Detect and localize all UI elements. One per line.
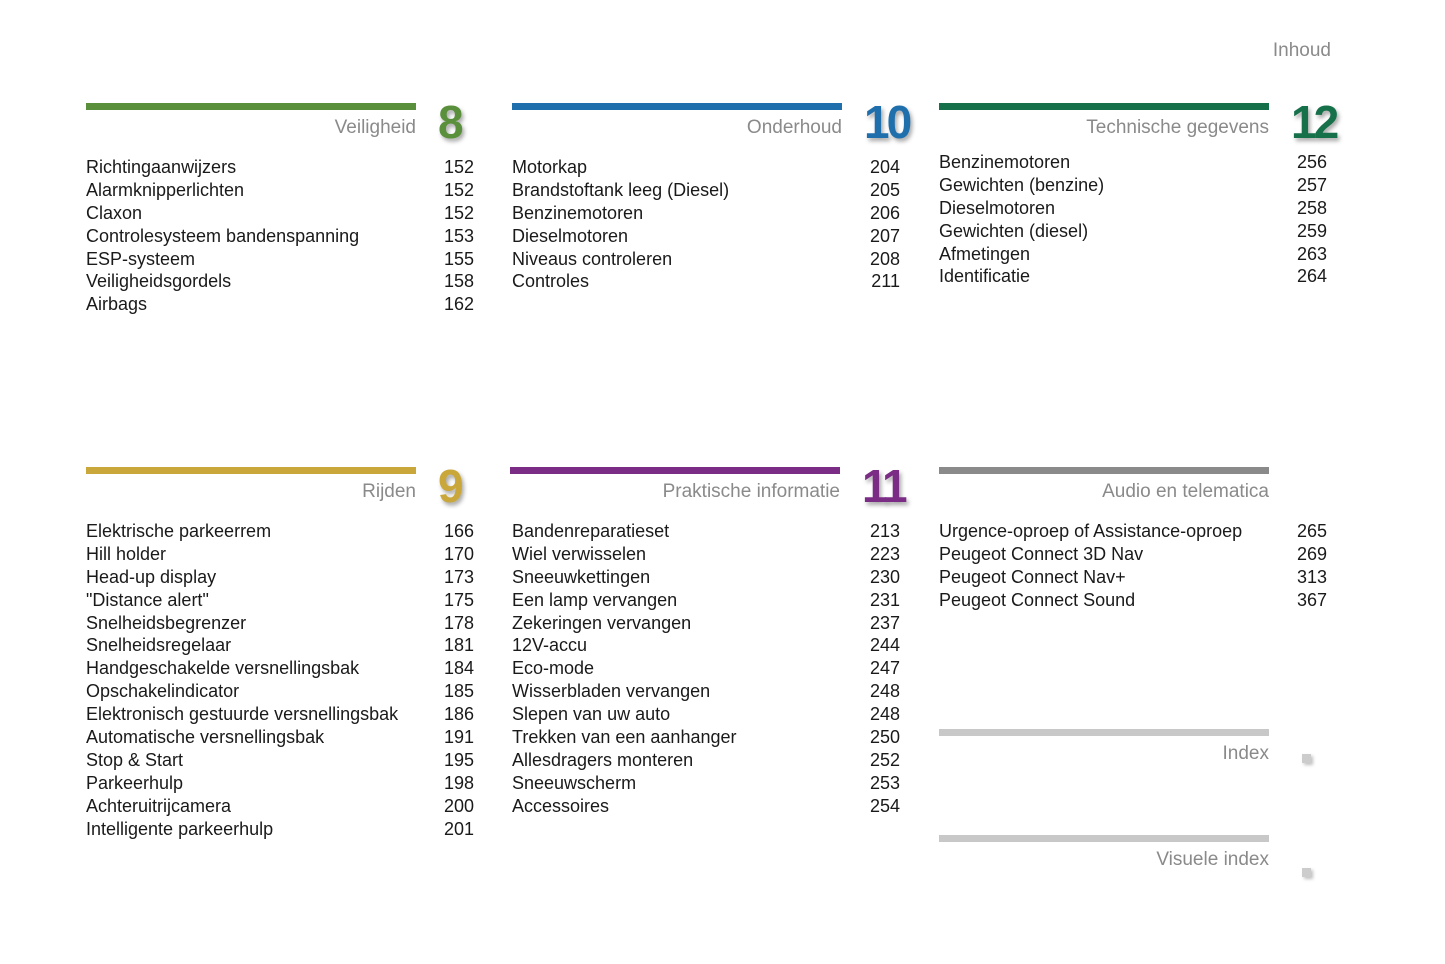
entry-label: Automatische versnellingsbak [86, 727, 325, 748]
toc-entry[interactable] [512, 248, 900, 271]
entry-label: Benzinemotoren [939, 152, 1071, 172]
entry-label: Hill holder [86, 543, 167, 564]
toc-entry[interactable] [86, 634, 474, 657]
toc-entry[interactable] [512, 202, 900, 225]
entry-page: 175 [443, 589, 474, 610]
toc-entry[interactable] [512, 726, 900, 749]
section-title[interactable]: Visuele index [1156, 849, 1269, 870]
entry-page: 181 [443, 635, 474, 656]
toc-entry[interactable] [512, 795, 900, 818]
entry-label: Trekken van een aanhanger [512, 727, 737, 748]
entry-label: Een lamp vervangen [512, 589, 678, 610]
entry-list [86, 520, 474, 840]
entry-label: "Distance alert" [86, 589, 209, 610]
toc-entry[interactable] [86, 543, 474, 566]
section-bar [86, 467, 416, 474]
entry-page: 206 [869, 202, 900, 223]
toc-entry[interactable] [512, 749, 900, 772]
entry-page: 250 [869, 727, 900, 748]
section-title[interactable]: Rijden [362, 481, 416, 502]
entry-page: 152 [443, 157, 474, 177]
entry-label: Bandenreparatieset [512, 521, 670, 541]
toc-entry[interactable] [86, 179, 474, 202]
section-title[interactable]: Veiligheid [334, 117, 416, 138]
toc-entry[interactable] [512, 156, 900, 179]
entry-label: Eco-mode [512, 658, 595, 679]
entry-page: 200 [443, 795, 474, 816]
entry-list [939, 151, 1327, 288]
toc-entry[interactable] [86, 156, 474, 179]
entry-label: Head-up display [86, 566, 217, 587]
entry-label: Urgence-oproep of Assistance-oproep [939, 521, 1243, 541]
entry-page: 265 [1296, 521, 1327, 541]
toc-entry[interactable] [512, 634, 900, 657]
entry-label: Airbags [86, 294, 148, 315]
toc-entry[interactable] [939, 265, 1327, 288]
entry-page: 258 [1296, 197, 1327, 218]
chapter-number-icon[interactable]: 11 [862, 460, 905, 512]
section-bar [939, 729, 1269, 736]
toc-entry[interactable] [939, 566, 1327, 589]
entry-page: 152 [443, 179, 474, 200]
entry-page: 158 [443, 271, 474, 292]
section-title[interactable]: Index [1222, 743, 1269, 764]
toc-entry[interactable] [512, 589, 900, 612]
entry-label: ESP-systeem [86, 248, 196, 269]
toc-entry[interactable] [939, 220, 1327, 243]
entry-page: 248 [869, 681, 900, 702]
entry-label: Sneeuwscherm [512, 772, 637, 793]
entry-page: 170 [443, 543, 474, 564]
entry-page: 244 [869, 635, 900, 656]
toc-entry[interactable] [86, 589, 474, 612]
entry-label: Motorkap [512, 157, 588, 177]
chapter-number-icon[interactable]: 9 [438, 460, 461, 512]
entry-page: 263 [1296, 243, 1327, 264]
section-title[interactable]: Audio en telematica [1102, 481, 1269, 502]
page-label: Inhoud [1272, 40, 1331, 61]
section-bar [510, 467, 840, 474]
section-bar [86, 103, 416, 110]
entry-label: Opschakelindicator [86, 681, 240, 702]
entry-page: 155 [443, 248, 474, 269]
entry-list [512, 520, 900, 818]
toc-entry[interactable] [939, 589, 1327, 612]
entry-page: 178 [443, 612, 474, 633]
entry-label: Veiligheidsgordels [86, 271, 232, 292]
entry-page: 211 [871, 271, 900, 292]
toc-entry[interactable] [512, 543, 900, 566]
visual-index-icon[interactable] [1302, 868, 1311, 877]
toc-entry[interactable] [939, 543, 1327, 566]
entry-page: 185 [443, 681, 474, 702]
toc-entry[interactable] [512, 703, 900, 726]
toc-entry[interactable] [86, 270, 474, 293]
toc-entry[interactable] [512, 225, 900, 248]
entry-label: Gewichten (benzine) [939, 174, 1105, 195]
entry-page: 195 [443, 749, 474, 770]
toc-entry[interactable] [86, 726, 474, 749]
toc-entry[interactable] [86, 680, 474, 703]
toc-entry[interactable] [86, 703, 474, 726]
entry-label: Wiel verwisselen [512, 543, 647, 564]
toc-entry[interactable] [512, 612, 900, 635]
entry-label: Allesdragers monteren [512, 749, 694, 770]
entry-label: Claxon [86, 202, 143, 223]
entry-page: 313 [1296, 566, 1327, 587]
section-bar [939, 103, 1269, 110]
entry-page: 205 [869, 179, 900, 200]
toc-entry[interactable] [86, 818, 474, 841]
entry-label: Elektrische parkeerrem [86, 521, 272, 541]
toc-entry[interactable] [86, 202, 474, 225]
toc-entry[interactable] [512, 270, 900, 293]
entry-label: Slepen van uw auto [512, 704, 671, 725]
section-bar [939, 467, 1269, 474]
toc-entry[interactable] [512, 657, 900, 680]
chapter-number-icon[interactable]: 8 [438, 96, 461, 148]
entry-label: Benzinemotoren [512, 202, 644, 223]
entry-label: Gewichten (diesel) [939, 220, 1089, 241]
entry-list [939, 520, 1327, 612]
entry-label: Identificatie [939, 266, 1031, 287]
entry-page: 230 [869, 566, 900, 587]
entry-page: 162 [443, 294, 474, 315]
entry-page: 207 [869, 225, 900, 246]
section-bar [512, 103, 842, 110]
toc-entry[interactable] [86, 795, 474, 818]
toc-entry[interactable] [86, 248, 474, 271]
entry-label: Peugeot Connect Nav+ [939, 566, 1126, 587]
entry-page: 204 [869, 157, 900, 177]
entry-label: Afmetingen [939, 243, 1031, 264]
entry-label: Controlesysteem bandenspanning [86, 225, 360, 246]
entry-label: Controles [512, 271, 590, 292]
toc-entry[interactable] [86, 772, 474, 795]
entry-label: Zekeringen vervangen [512, 612, 692, 633]
section-bar [939, 835, 1269, 842]
section-title[interactable]: Praktische informatie [662, 481, 840, 502]
toc-entry[interactable] [86, 225, 474, 248]
entry-label: Peugeot Connect 3D Nav [939, 543, 1144, 564]
entry-label: Brandstoftank leeg (Diesel) [512, 179, 730, 200]
entry-page: 186 [443, 704, 474, 725]
entry-label: Niveaus controleren [512, 248, 673, 269]
entry-page: 253 [869, 772, 900, 793]
entry-page: 269 [1296, 543, 1327, 564]
chapter-number-icon[interactable]: 10 [864, 96, 910, 148]
entry-page: 256 [1296, 152, 1327, 172]
entry-label: Snelheidsregelaar [86, 635, 232, 656]
entry-page: 223 [869, 543, 900, 564]
entry-label: Elektronisch gestuurde versnellingsbak [86, 704, 399, 725]
chapter-number-icon[interactable]: 12 [1291, 96, 1337, 148]
entry-page: 213 [869, 521, 900, 541]
toc-entry[interactable] [512, 772, 900, 795]
entry-label: Snelheidsbegrenzer [86, 612, 247, 633]
toc-entry[interactable] [86, 293, 474, 316]
section-title[interactable]: Onderhoud [746, 117, 842, 138]
toc-entry[interactable] [86, 657, 474, 680]
entry-page: 259 [1296, 220, 1327, 241]
entry-page: 231 [869, 589, 900, 610]
toc-entry[interactable] [86, 612, 474, 635]
entry-page: 191 [443, 727, 474, 748]
index-icon[interactable] [1302, 754, 1311, 763]
entry-label: Richtingaanwijzers [86, 157, 237, 177]
toc-entry[interactable] [512, 566, 900, 589]
entry-page: 153 [443, 225, 474, 246]
entry-label: Wisserbladen vervangen [512, 681, 711, 702]
entry-label: Sneeuwkettingen [512, 566, 651, 587]
entry-label: Dieselmotoren [512, 225, 629, 246]
entry-label: Alarmknipperlichten [86, 179, 245, 200]
entry-page: 254 [869, 795, 900, 816]
toc-entry[interactable] [512, 680, 900, 703]
entry-page: 198 [443, 772, 474, 793]
toc-entry[interactable] [939, 243, 1327, 266]
entry-label: 12V-accu [512, 635, 588, 656]
toc-entry[interactable] [939, 197, 1327, 220]
entry-label: Accessoires [512, 795, 610, 816]
section-title[interactable]: Technische gegevens [1086, 117, 1269, 138]
toc-entry[interactable] [939, 174, 1327, 197]
entry-page: 201 [443, 818, 474, 839]
entry-page: 252 [869, 749, 900, 770]
entry-label: Peugeot Connect Sound [939, 589, 1136, 610]
toc-entry[interactable] [86, 749, 474, 772]
toc-entry[interactable] [512, 179, 900, 202]
toc-entry[interactable] [512, 520, 900, 543]
entry-page: 152 [443, 202, 474, 223]
entry-label: Stop & Start [86, 749, 184, 770]
toc-entry[interactable] [86, 566, 474, 589]
entry-page: 257 [1296, 174, 1327, 195]
entry-page: 264 [1296, 266, 1327, 287]
entry-label: Achteruitrijcamera [86, 795, 232, 816]
entry-list [86, 156, 474, 316]
entry-label: Parkeerhulp [86, 772, 184, 793]
entry-page: 248 [869, 704, 900, 725]
entry-label: Dieselmotoren [939, 197, 1056, 218]
toc-entry[interactable] [86, 520, 474, 543]
entry-page: 184 [443, 658, 474, 679]
entry-list [512, 156, 900, 293]
entry-page: 367 [1296, 589, 1327, 610]
toc-entry[interactable] [939, 520, 1327, 543]
toc-entry[interactable] [939, 151, 1327, 174]
entry-page: 173 [443, 566, 474, 587]
entry-page: 166 [443, 521, 474, 541]
entry-page: 237 [869, 612, 900, 633]
entry-page: 208 [869, 248, 900, 269]
entry-label: Handgeschakelde versnellingsbak [86, 658, 360, 679]
entry-page: 247 [869, 658, 900, 679]
entry-label: Intelligente parkeerhulp [86, 818, 274, 839]
